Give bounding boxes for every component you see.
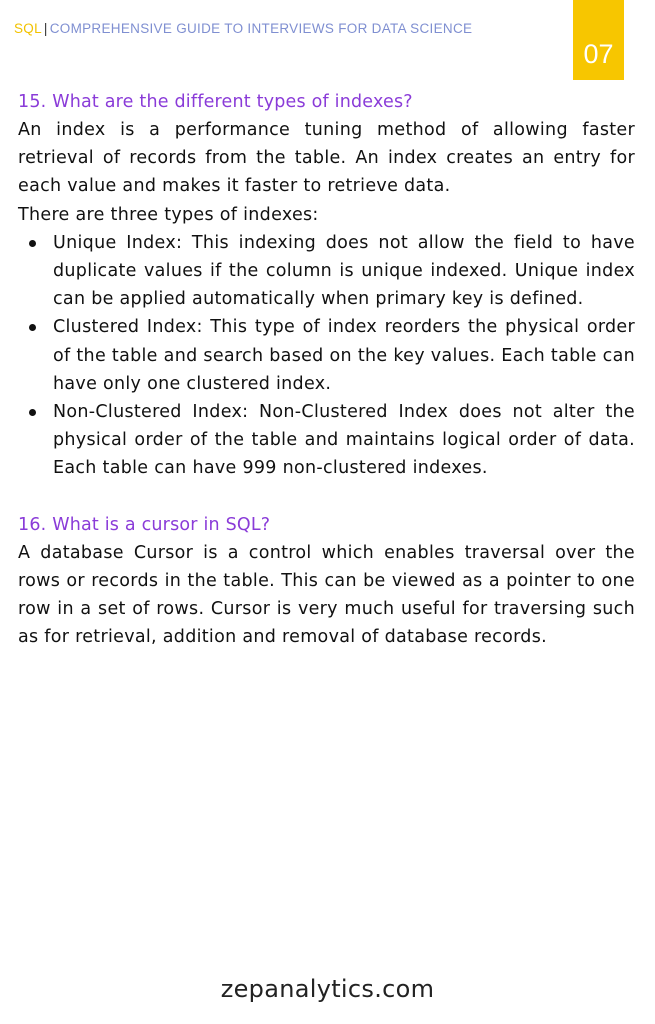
- question-16-body: A database Cursor is a control which enables traversal over the rows or records in the table. This can be viewed as a pointer to one row in a set of rows. Cursor is very much useful for traversing such as for retrieval, addition and removal of database records.: [18, 542, 635, 648]
- question-15-heading: 15. What are the different types of indexes?: [18, 92, 413, 112]
- list-item: [18, 313, 635, 398]
- question-15-lead: There are three types of indexes:: [18, 204, 319, 225]
- header-subject: SQL: [14, 21, 42, 36]
- header-separator: |: [43, 21, 48, 36]
- question-16-heading: 16. What is a cursor in SQL?: [18, 514, 271, 535]
- bullet-icon: [29, 409, 36, 416]
- list-item-text: Unique Index: This indexing does not allow the field to have duplicate values if the column is unique indexed. Unique index can be applied automatically when primary key is defined.: [53, 232, 635, 310]
- page-content: [18, 88, 635, 651]
- page-number-badge: [573, 0, 624, 80]
- list-item-text: Non-Clustered Index: Non-Clustered Index does not alter the physical order of the table and maintains logical order of data. Each table can have 999 non-clustered indexes.: [53, 402, 635, 479]
- header-guide-title: COMPREHENSIVE GUIDE TO INTERVIEWS FOR DATA SCIENCE: [49, 21, 473, 36]
- page-number: 07: [583, 39, 614, 69]
- question-15-intro: An index is a performance tuning method of allowing faster retrieval of records from the table. An index creates an entry for each value and makes it faster to retrieve data.: [18, 120, 635, 197]
- list-item: [18, 229, 635, 314]
- list-item: [18, 398, 635, 483]
- list-item-text: Clustered Index: This type of index reorders the physical order of the table and search based on the key values. Each table can have only one clustered index.: [53, 317, 635, 394]
- footer-site-text: zepanalytics.com: [220, 975, 435, 1003]
- bullet-icon: [29, 324, 36, 331]
- section-spacer: [18, 483, 635, 511]
- footer-site: [0, 975, 655, 1003]
- bullet-icon: [29, 240, 36, 247]
- index-types-list: [18, 229, 635, 483]
- page-header: [14, 21, 472, 36]
